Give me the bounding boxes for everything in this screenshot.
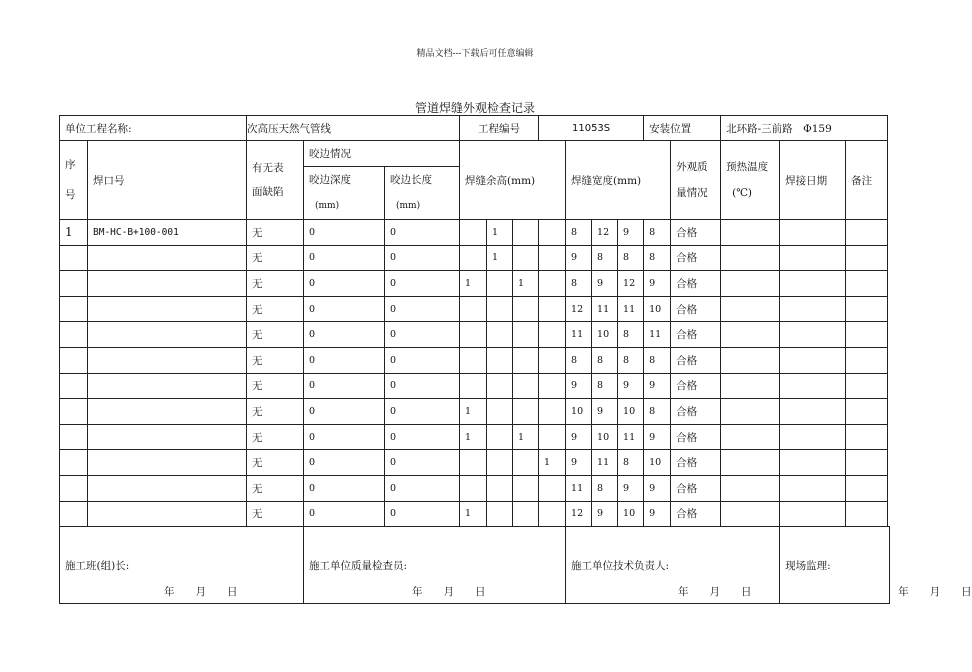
weld-date-cell <box>780 475 846 501</box>
width-cell: 10 <box>644 450 671 476</box>
unit-project-label <box>60 116 247 141</box>
width-cell: 9 <box>618 373 644 399</box>
reinforcement-cell <box>460 347 487 373</box>
weld-no-cell <box>88 373 247 399</box>
remarks-cell <box>846 220 888 246</box>
reinforcement-cell <box>513 399 539 425</box>
table-row <box>60 322 890 348</box>
undercut-depth-cell: 0 <box>304 220 385 246</box>
reinforcement-cell <box>460 220 487 246</box>
appearance-quality-cell: 合格 <box>671 373 721 399</box>
table-row <box>60 424 890 450</box>
appearance-quality-cell: 合格 <box>671 296 721 322</box>
undercut-header: 咬边情况 <box>304 141 460 167</box>
undercut-length-cell: 0 <box>385 475 460 501</box>
undercut-depth-cell: 0 <box>304 296 385 322</box>
weld-date-cell <box>780 399 846 425</box>
reinforcement-cell <box>513 245 539 271</box>
quality-inspector-label: 施工单位质量检查员: <box>309 559 408 572</box>
width-cell: 9 <box>618 220 644 246</box>
width-cell: 8 <box>618 347 644 373</box>
undercut-length-cell: 0 <box>385 220 460 246</box>
width-cell: 10 <box>592 424 618 450</box>
table-row <box>60 475 890 501</box>
width-cell: 9 <box>566 245 592 271</box>
appearance-line2: 量情况 <box>676 187 708 199</box>
reinforcement-header: 焊缝余高(mm) <box>460 141 566 220</box>
preheat-cell <box>721 399 780 425</box>
remarks-cell <box>846 296 888 322</box>
weld-no-cell <box>88 245 247 271</box>
seq-cell <box>60 245 88 271</box>
appearance-quality-cell: 合格 <box>671 347 721 373</box>
width-cell: 11 <box>566 475 592 501</box>
data-rows <box>60 220 890 527</box>
appearance-quality-cell: 合格 <box>671 450 721 476</box>
width-cell: 9 <box>618 475 644 501</box>
reinforcement-cell <box>460 373 487 399</box>
weld-no-cell <box>88 347 247 373</box>
install-location-label: 安装位置 <box>644 116 721 141</box>
preheat-cell <box>721 271 780 297</box>
undercut-length-cell: 0 <box>385 245 460 271</box>
weld-no-cell: BM-HC-B+100-001 <box>88 220 247 246</box>
preheat-cell <box>721 220 780 246</box>
reinforcement-cell <box>460 475 487 501</box>
reinforcement-cell <box>460 450 487 476</box>
reinforcement-cell <box>487 347 513 373</box>
reinforcement-cell: 1 <box>460 399 487 425</box>
unit-project-value-text: 次高压天然气管线 <box>247 122 332 135</box>
preheat-cell <box>721 450 780 476</box>
appearance-quality-cell: 合格 <box>671 475 721 501</box>
preheat-cell <box>721 373 780 399</box>
reinforcement-cell <box>539 373 566 399</box>
remarks-cell <box>846 475 888 501</box>
remarks-header: 备注 <box>846 141 888 220</box>
undercut-depth-label: 咬边深度 <box>309 174 352 186</box>
undercut-depth-cell: 0 <box>304 347 385 373</box>
weld-date-header: 焊接日期 <box>780 141 846 220</box>
surface-defect-cell: 无 <box>247 399 304 425</box>
tech-lead-signature <box>566 527 780 604</box>
supervisor-label: 现场监理: <box>785 559 831 572</box>
undercut-length-unit: (mm) <box>396 201 421 211</box>
width-cell: 9 <box>644 501 671 527</box>
weld-no-cell <box>88 475 247 501</box>
undercut-depth-cell: 0 <box>304 450 385 476</box>
width-cell: 8 <box>644 220 671 246</box>
team-leader-signature <box>60 527 304 604</box>
reinforcement-cell <box>539 424 566 450</box>
width-cell: 8 <box>566 347 592 373</box>
width-cell: 8 <box>592 347 618 373</box>
project-no-label: 工程编号 <box>460 116 539 141</box>
reinforcement-cell <box>539 322 566 348</box>
reinforcement-cell <box>539 475 566 501</box>
seq-cell <box>60 450 88 476</box>
appearance-quality-cell: 合格 <box>671 322 721 348</box>
header-row-1 <box>60 141 890 167</box>
undercut-length-cell: 0 <box>385 399 460 425</box>
reinforcement-cell <box>539 399 566 425</box>
weld-no-cell <box>88 501 247 527</box>
width-cell: 9 <box>644 271 671 297</box>
preheat-cell <box>721 475 780 501</box>
weld-no-cell <box>88 322 247 348</box>
reinforcement-cell <box>513 373 539 399</box>
surface-defect-cell: 无 <box>247 501 304 527</box>
undercut-length-cell: 0 <box>385 322 460 348</box>
unit-project-value <box>247 116 460 141</box>
appearance-quality-cell: 合格 <box>671 424 721 450</box>
weld-no-cell <box>88 450 247 476</box>
reinforcement-cell <box>487 296 513 322</box>
undercut-depth-unit: (mm) <box>315 201 340 211</box>
width-cell: 11 <box>592 450 618 476</box>
reinforcement-cell <box>539 296 566 322</box>
undercut-depth-cell: 0 <box>304 245 385 271</box>
width-cell: 8 <box>592 475 618 501</box>
undercut-depth-cell: 0 <box>304 475 385 501</box>
inspection-table <box>59 115 972 604</box>
width-cell: 8 <box>644 347 671 373</box>
reinforcement-cell <box>513 322 539 348</box>
width-cell: 9 <box>566 424 592 450</box>
undercut-depth-cell: 0 <box>304 399 385 425</box>
quality-inspector-signature <box>304 527 566 604</box>
width-cell: 10 <box>644 296 671 322</box>
remarks-cell <box>846 424 888 450</box>
reinforcement-cell: 1 <box>460 501 487 527</box>
remarks-cell <box>846 245 888 271</box>
reinforcement-cell <box>487 475 513 501</box>
undercut-depth-cell: 0 <box>304 271 385 297</box>
table-row <box>60 347 890 373</box>
appearance-header <box>671 141 721 220</box>
width-cell: 8 <box>592 373 618 399</box>
remarks-cell <box>846 271 888 297</box>
remarks-cell <box>846 373 888 399</box>
table-row <box>60 296 890 322</box>
reinforcement-cell <box>460 322 487 348</box>
reinforcement-cell: 1 <box>487 220 513 246</box>
width-cell: 9 <box>644 475 671 501</box>
reinforcement-cell <box>513 450 539 476</box>
width-cell: 8 <box>592 245 618 271</box>
seq-cell <box>60 373 88 399</box>
width-cell: 9 <box>644 373 671 399</box>
table-row <box>60 271 890 297</box>
reinforcement-cell <box>539 271 566 297</box>
width-cell: 10 <box>566 399 592 425</box>
table-row <box>60 399 890 425</box>
weld-date-cell <box>780 322 846 348</box>
weld-no-cell <box>88 399 247 425</box>
width-cell: 11 <box>592 296 618 322</box>
surface-defect-cell: 无 <box>247 271 304 297</box>
reinforcement-cell <box>513 347 539 373</box>
unit-project-label-text: 单位工程名称: <box>65 122 132 135</box>
signature-row <box>60 527 890 604</box>
width-cell: 11 <box>566 322 592 348</box>
width-cell: 8 <box>566 220 592 246</box>
reinforcement-cell: 1 <box>539 450 566 476</box>
weld-date-cell <box>780 450 846 476</box>
width-cell: 8 <box>644 399 671 425</box>
install-location-value: 北环路-三前路 Φ159 <box>721 116 888 141</box>
surface-defect-cell: 无 <box>247 220 304 246</box>
reinforcement-cell <box>513 501 539 527</box>
seq-cell <box>60 296 88 322</box>
preheat-cell <box>721 296 780 322</box>
width-cell: 8 <box>566 271 592 297</box>
supervisor-signature <box>780 527 972 604</box>
surface-defect-line1: 有无表 <box>252 162 284 174</box>
reinforcement-cell: 1 <box>460 424 487 450</box>
weld-date-cell <box>780 296 846 322</box>
reinforcement-cell: 1 <box>513 271 539 297</box>
weld-date-cell <box>780 220 846 246</box>
appearance-quality-cell: 合格 <box>671 501 721 527</box>
seq-cell <box>60 271 88 297</box>
undercut-length-cell: 0 <box>385 450 460 476</box>
reinforcement-cell <box>487 450 513 476</box>
appearance-quality-cell: 合格 <box>671 220 721 246</box>
undercut-length-cell: 0 <box>385 271 460 297</box>
info-row <box>60 116 890 141</box>
table-row <box>60 450 890 476</box>
width-cell: 8 <box>618 450 644 476</box>
team-leader-label: 施工班(组)长: <box>65 559 130 572</box>
seq-cell <box>60 501 88 527</box>
undercut-length-cell: 0 <box>385 373 460 399</box>
seq-cell <box>60 424 88 450</box>
reinforcement-cell <box>539 245 566 271</box>
undercut-depth-header <box>304 167 385 220</box>
surface-defect-cell: 无 <box>247 245 304 271</box>
width-cell: 10 <box>618 399 644 425</box>
preheat-line1: 预热温度 <box>726 161 769 173</box>
reinforcement-cell <box>539 347 566 373</box>
surface-defect-cell: 无 <box>247 373 304 399</box>
reinforcement-cell <box>487 373 513 399</box>
reinforcement-cell <box>487 424 513 450</box>
weld-no-cell <box>88 424 247 450</box>
supervisor-date: 年 月 日 <box>898 586 972 599</box>
tech-lead-date: 年 月 日 <box>678 586 752 599</box>
preheat-cell <box>721 501 780 527</box>
table-row <box>60 220 890 246</box>
reinforcement-cell: 1 <box>487 245 513 271</box>
reinforcement-cell <box>487 271 513 297</box>
width-cell: 12 <box>566 501 592 527</box>
width-cell: 9 <box>566 373 592 399</box>
reinforcement-cell <box>513 220 539 246</box>
seq-header <box>60 141 88 220</box>
remarks-cell <box>846 347 888 373</box>
surface-defect-line2: 面缺陷 <box>252 186 284 198</box>
width-cell: 11 <box>644 322 671 348</box>
undercut-length-cell: 0 <box>385 347 460 373</box>
surface-defect-cell: 无 <box>247 450 304 476</box>
width-cell: 8 <box>618 245 644 271</box>
weld-date-cell <box>780 373 846 399</box>
preheat-cell <box>721 347 780 373</box>
project-no-value: 11053S <box>539 116 644 141</box>
weld-date-cell <box>780 347 846 373</box>
seq-header-bottom: 号 <box>65 189 76 201</box>
remarks-cell <box>846 501 888 527</box>
width-cell: 11 <box>618 424 644 450</box>
undercut-length-label: 咬边长度 <box>390 174 433 186</box>
undercut-length-header <box>385 167 460 220</box>
width-cell: 9 <box>566 450 592 476</box>
width-cell: 9 <box>592 501 618 527</box>
surface-defect-cell: 无 <box>247 424 304 450</box>
preheat-cell <box>721 424 780 450</box>
watermark-header: 精品文档---下载后可任意编辑 <box>416 49 534 59</box>
surface-defect-cell: 无 <box>247 475 304 501</box>
seq-cell: 1 <box>60 220 88 246</box>
width-header: 焊缝宽度(mm) <box>566 141 671 220</box>
weld-no-header: 焊口号 <box>88 141 247 220</box>
reinforcement-cell: 1 <box>513 424 539 450</box>
page-title: 管道焊缝外观检查记录 <box>414 101 535 115</box>
reinforcement-cell <box>513 296 539 322</box>
weld-no-cell <box>88 271 247 297</box>
table-row <box>60 501 890 527</box>
preheat-cell <box>721 245 780 271</box>
width-cell: 9 <box>592 271 618 297</box>
appearance-quality-cell: 合格 <box>671 271 721 297</box>
width-cell: 12 <box>566 296 592 322</box>
surface-defect-cell: 无 <box>247 322 304 348</box>
reinforcement-cell <box>460 245 487 271</box>
preheat-cell <box>721 322 780 348</box>
seq-cell <box>60 399 88 425</box>
quality-inspector-date: 年 月 日 <box>412 586 486 599</box>
seq-cell <box>60 322 88 348</box>
team-leader-date: 年 月 日 <box>164 586 238 599</box>
appearance-line1: 外观质 <box>676 161 708 173</box>
remarks-cell <box>846 450 888 476</box>
seq-header-top: 序 <box>65 159 76 171</box>
width-cell: 12 <box>618 271 644 297</box>
undercut-length-cell: 0 <box>385 501 460 527</box>
weld-date-cell <box>780 501 846 527</box>
table-row <box>60 245 890 271</box>
reinforcement-cell <box>487 399 513 425</box>
weld-date-cell <box>780 424 846 450</box>
remarks-cell <box>846 399 888 425</box>
preheat-header <box>721 141 780 220</box>
remarks-cell <box>846 322 888 348</box>
surface-defect-cell: 无 <box>247 296 304 322</box>
undercut-depth-cell: 0 <box>304 373 385 399</box>
surface-defect-header <box>247 141 304 220</box>
reinforcement-cell <box>487 501 513 527</box>
undercut-depth-cell: 0 <box>304 424 385 450</box>
reinforcement-cell <box>487 322 513 348</box>
undercut-length-cell: 0 <box>385 424 460 450</box>
appearance-quality-cell: 合格 <box>671 399 721 425</box>
width-cell: 9 <box>644 424 671 450</box>
surface-defect-cell: 无 <box>247 347 304 373</box>
weld-no-cell <box>88 296 247 322</box>
width-cell: 10 <box>592 322 618 348</box>
reinforcement-cell <box>460 296 487 322</box>
weld-date-cell <box>780 271 846 297</box>
table-row <box>60 373 890 399</box>
weld-date-cell <box>780 245 846 271</box>
width-cell: 11 <box>618 296 644 322</box>
seq-cell <box>60 475 88 501</box>
width-cell: 8 <box>644 245 671 271</box>
appearance-quality-cell: 合格 <box>671 245 721 271</box>
width-cell: 9 <box>592 399 618 425</box>
undercut-length-cell: 0 <box>385 296 460 322</box>
tech-lead-label: 施工单位技术负责人: <box>571 559 670 572</box>
seq-cell <box>60 347 88 373</box>
width-cell: 10 <box>618 501 644 527</box>
reinforcement-cell <box>539 501 566 527</box>
reinforcement-cell <box>539 220 566 246</box>
width-cell: 12 <box>592 220 618 246</box>
reinforcement-cell: 1 <box>460 271 487 297</box>
preheat-line2: (℃) <box>732 187 753 199</box>
undercut-depth-cell: 0 <box>304 322 385 348</box>
width-cell: 8 <box>618 322 644 348</box>
undercut-depth-cell: 0 <box>304 501 385 527</box>
reinforcement-cell <box>513 475 539 501</box>
